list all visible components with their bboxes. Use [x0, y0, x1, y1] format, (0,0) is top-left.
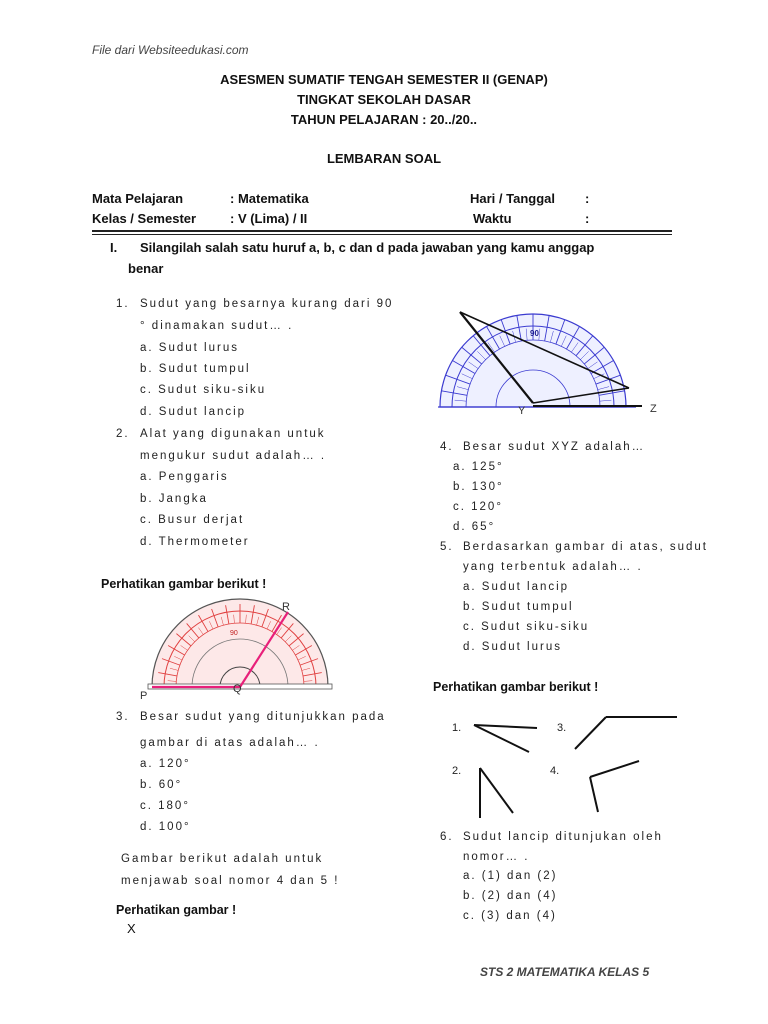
- subject-value: : Matematika: [230, 191, 309, 206]
- angle-4: [590, 761, 639, 812]
- q1-text-2: ° dinamakan sudut… .: [140, 320, 294, 332]
- q6-number: 6.: [440, 831, 454, 843]
- angle-2: [480, 768, 513, 818]
- q4-text: Besar sudut XYZ adalah…: [463, 441, 646, 453]
- angle-label-2: 2.: [452, 765, 462, 777]
- q6-text-2: nomor… .: [463, 851, 530, 863]
- subject-label: Mata Pelajaran: [92, 191, 184, 206]
- label-x: X: [127, 921, 136, 936]
- figure-heading-left-2: Perhatikan gambar !: [116, 903, 237, 917]
- q2-number: 2.: [116, 428, 130, 440]
- q5-text: Berdasarkan gambar di atas, sudut: [463, 541, 708, 553]
- q2-option-a[interactable]: a. Penggaris: [140, 471, 229, 483]
- q3-option-a[interactable]: a. 120°: [140, 758, 191, 770]
- day-label: Hari / Tanggal: [470, 191, 555, 206]
- protractor-figure-1: [130, 598, 340, 700]
- day-value: :: [585, 191, 590, 206]
- label-q: Q: [233, 683, 242, 695]
- label-p: P: [140, 690, 148, 700]
- q4-option-d[interactable]: d. 65°: [453, 521, 496, 533]
- footer-label: STS 2 MATEMATIKA KELAS 5: [480, 965, 650, 979]
- time-value: :: [585, 211, 590, 226]
- q6-option-c[interactable]: c. (3) dan (4): [463, 910, 557, 922]
- angle-label-1: 1.: [452, 722, 462, 734]
- q2-option-d[interactable]: d. Thermometer: [140, 536, 250, 548]
- q1-option-a[interactable]: a. Sudut lurus: [140, 342, 239, 354]
- q5-option-a[interactable]: a. Sudut lancip: [463, 581, 570, 593]
- q6-option-a[interactable]: a. (1) dan (2): [463, 870, 558, 882]
- q5-option-d[interactable]: d. Sudut lurus: [463, 641, 562, 653]
- label-r: R: [282, 601, 290, 613]
- q3-text: Besar sudut yang ditunjukkan pada: [140, 711, 386, 723]
- label-y: Y: [518, 405, 526, 417]
- note-line1: Gambar berikut adalah untuk: [121, 853, 324, 865]
- q2-text: Alat yang digunakan untuk: [140, 428, 326, 440]
- q5-option-b[interactable]: b. Sudut tumpul: [463, 601, 574, 613]
- angle-label-3: 3.: [557, 722, 567, 734]
- q3-number: 3.: [116, 711, 130, 723]
- mid-label: 90: [530, 329, 539, 338]
- q1-number: 1.: [116, 298, 130, 310]
- q6-text: Sudut lancip ditunjukan oleh: [463, 831, 663, 843]
- q3-option-c[interactable]: c. 180°: [140, 800, 190, 812]
- q4-option-c[interactable]: c. 120°: [453, 501, 503, 513]
- q4-option-b[interactable]: b. 130°: [453, 481, 504, 493]
- q5-number: 5.: [440, 541, 454, 553]
- q3-option-d[interactable]: d. 100°: [140, 821, 191, 833]
- note-line2: menjawab soal nomor 4 dan 5 !: [121, 875, 340, 887]
- mid-label: 90: [230, 630, 238, 637]
- divider-thin: [92, 234, 672, 235]
- q4-option-a[interactable]: a. 125°: [453, 461, 504, 473]
- q3-option-b[interactable]: b. 60°: [140, 779, 183, 791]
- angle-label-4: 4.: [550, 765, 560, 777]
- angles-figure: [440, 705, 690, 820]
- q1-option-b[interactable]: b. Sudut tumpul: [140, 363, 251, 375]
- school-level: TINGKAT SEKOLAH DASAR: [297, 92, 471, 107]
- q6-option-b[interactable]: b. (2) dan (4): [463, 890, 558, 902]
- q2-option-c[interactable]: c. Busur derjat: [140, 514, 245, 526]
- source-note: File dari Websiteedukasi.com: [92, 43, 249, 57]
- protractor-figure-2: [436, 302, 668, 418]
- q4-number: 4.: [440, 441, 454, 453]
- divider-thick: [92, 230, 672, 232]
- academic-year: TAHUN PELAJARAN : 20../20..: [290, 112, 478, 127]
- instruction-line2: benar: [128, 261, 164, 276]
- label-z: Z: [650, 403, 657, 415]
- figure-heading-left: Perhatikan gambar berikut !: [101, 577, 267, 591]
- class-label: Kelas / Semester: [92, 211, 197, 226]
- q1-option-d[interactable]: d. Sudut lancip: [140, 406, 247, 418]
- instruction-number: I.: [110, 240, 118, 255]
- q1-text: Sudut yang besarnya kurang dari 90: [140, 298, 394, 310]
- q5-option-c[interactable]: c. Sudut siku-siku: [463, 621, 590, 633]
- class-value: : V (Lima) / II: [230, 211, 308, 226]
- q5-text-2: yang terbentuk adalah… .: [463, 561, 643, 573]
- sheet-title: LEMBARAN SOAL: [326, 151, 442, 166]
- q2-text-2: mengukur sudut adalah… .: [140, 450, 327, 462]
- figure-heading-right: Perhatikan gambar berikut !: [433, 680, 599, 694]
- q3-text-2: gambar di atas adalah… .: [140, 737, 320, 749]
- angle-1: [474, 725, 537, 752]
- instruction-line1: Silangilah salah satu huruf a, b, c dan d pada jawaban yang kamu anggap: [140, 240, 595, 255]
- time-label: Waktu: [473, 211, 512, 226]
- exam-title: ASESMEN SUMATIF TENGAH SEMESTER II (GENAP): [220, 72, 548, 87]
- q1-option-c[interactable]: c. Sudut siku-siku: [140, 384, 267, 396]
- angle-3: [575, 717, 677, 749]
- q2-option-b[interactable]: b. Jangka: [140, 493, 208, 505]
